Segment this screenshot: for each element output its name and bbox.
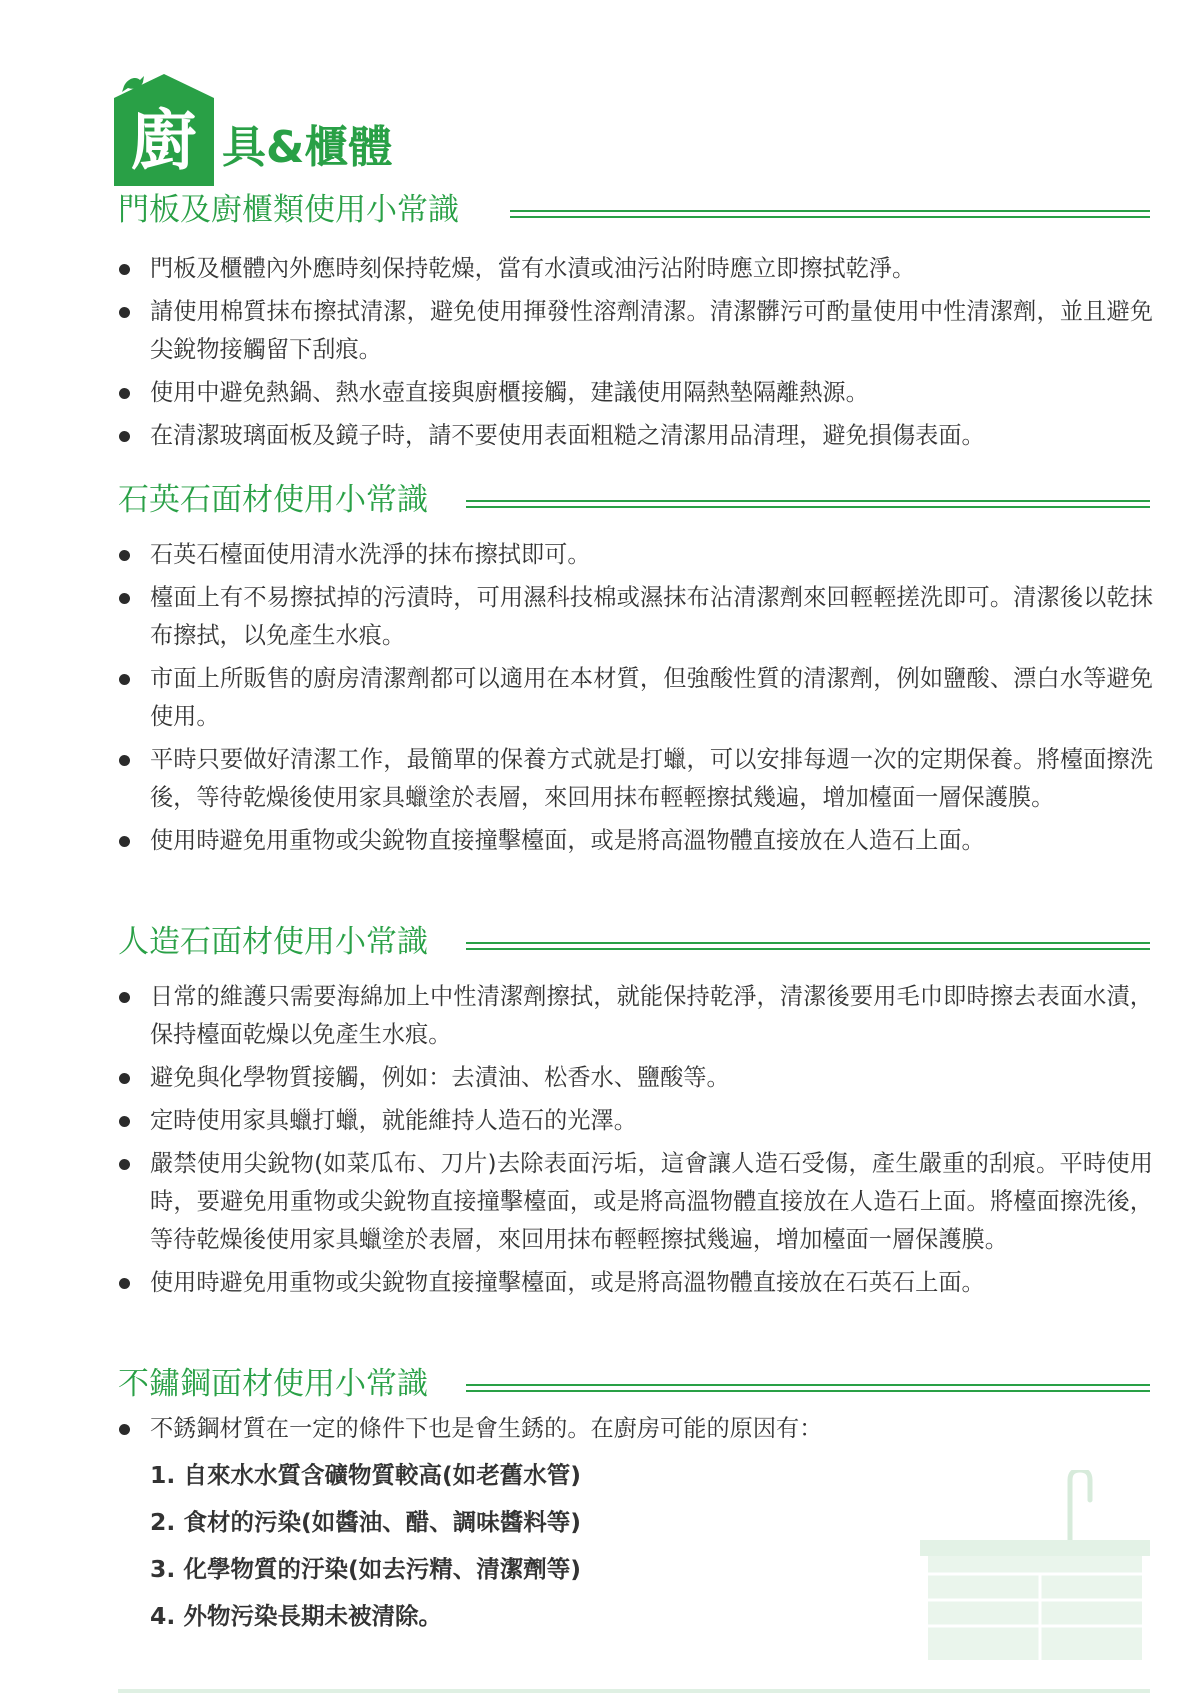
numbered-item: 1. 自來水水質含礦物質較高(如老舊水管) [150, 1461, 581, 1489]
section-heading [118, 188, 1150, 232]
section-title: 不鏽鋼面材使用小常識 [118, 1362, 440, 1406]
list-item [118, 374, 1153, 412]
sink-illustration [920, 1470, 1150, 1660]
bullet-text: 門板及櫃體內外應時刻保持乾燥，當有水漬或油污沾附時應立即擦拭乾淨。 [150, 255, 916, 282]
list-item [118, 741, 1153, 817]
bullet-dot [119, 431, 130, 442]
bullet-dot [119, 836, 130, 847]
section-title: 門板及廚櫃類使用小常識 [118, 188, 471, 232]
section-divider [510, 210, 1150, 212]
section-title: 石英石面材使用小常識 [118, 478, 440, 522]
numbered-item: 3. 化學物質的汙染(如去污精、清潔劑等) [150, 1555, 581, 1583]
house-character: 廚 [131, 102, 197, 179]
list-item [118, 1102, 1153, 1140]
list-item [118, 1059, 1153, 1097]
numbered-item: 4. 外物污染長期未被清除。 [150, 1602, 442, 1630]
list-item [118, 417, 1153, 455]
list-item [118, 1410, 1153, 1448]
bullet-text: 不銹鋼材質在一定的條件下也是會生銹的。在廚房可能的原因有： [150, 1415, 823, 1442]
footer-rule [118, 1689, 1150, 1693]
bullet-dot [119, 1116, 130, 1127]
section-heading [118, 1362, 1150, 1406]
section-heading [118, 478, 1150, 522]
bullet-text: 定時使用家具蠟打蠟，就能維持人造石的光澤。 [150, 1107, 637, 1134]
bullet-list [118, 978, 1153, 1307]
bullet-text: 使用時避免用重物或尖銳物直接撞擊檯面，或是將高溫物體直接放在石英石上面。 [150, 1269, 985, 1296]
section-divider [466, 500, 1150, 502]
bullet-dot [119, 593, 130, 604]
bullet-text: 石英石檯面使用清水洗淨的抹布擦拭即可。 [150, 541, 591, 568]
bullet-text: 平時只要做好清潔工作，最簡單的保養方式就是打蠟，可以安排每週一次的定期保養。將檯面擦洗後，等待乾燥後使用家具蠟塗於表層，來回用抹布輕輕擦拭幾遍，增加檯面一層保護膜。 [150, 746, 1153, 811]
section-title: 人造石面材使用小常識 [118, 920, 440, 964]
bullet-text: 使用時避免用重物或尖銳物直接撞擊檯面，或是將高溫物體直接放在人造石上面。 [150, 827, 985, 854]
list-item [118, 978, 1153, 1054]
house-icon [114, 68, 214, 186]
list-item [118, 660, 1153, 736]
bullet-dot [119, 992, 130, 1003]
list-item [118, 1264, 1153, 1302]
list-item [118, 822, 1153, 860]
bullet-text: 市面上所販售的廚房清潔劑都可以適用在本材質，但強酸性質的清潔劑，例如鹽酸、漂白水等避免使用。 [150, 665, 1153, 730]
bullet-dot [119, 388, 130, 399]
bullet-dot [119, 1073, 130, 1084]
bullet-dot [119, 550, 130, 561]
list-item [118, 536, 1153, 574]
bullet-text: 在清潔玻璃面板及鏡子時，請不要使用表面粗糙之清潔用品清理，避免損傷表面。 [150, 422, 985, 449]
section-divider [466, 1384, 1150, 1386]
numbered-item: 2. 食材的污染(如醬油、醋、調味醬料等) [150, 1508, 581, 1536]
page-title: 具&櫃體 [222, 122, 393, 173]
list-item [118, 293, 1153, 369]
bullet-list [118, 250, 1153, 460]
section-divider [466, 942, 1150, 944]
bullet-text: 嚴禁使用尖銳物(如菜瓜布、刀片)去除表面污垢，這會讓人造石受傷，產生嚴重的刮痕。平時使用時，要避免用重物或尖銳物直接撞擊檯面，或是將高溫物體直接放在人造石上面。將檯面擦洗後，等待乾燥後使用家具蠟塗於表層，來回用抹布輕輕擦拭幾遍，增加檯面一層保護膜。 [150, 1150, 1153, 1253]
bullet-text: 日常的維護只需要海綿加上中性清潔劑擦拭，就能保持乾淨，清潔後要用毛巾即時擦去表面水漬，保持檯面乾燥以免產生水痕。 [150, 983, 1153, 1048]
bullet-text: 檯面上有不易擦拭掉的污漬時，可用濕科技棉或濕抹布沾清潔劑來回輕輕搓洗即可。清潔後以乾抹布擦拭，以免產生水痕。 [150, 584, 1153, 649]
bullet-text: 避免與化學物質接觸，例如：去漬油、松香水、鹽酸等。 [150, 1064, 730, 1091]
bullet-dot [119, 307, 130, 318]
section-heading [118, 920, 1150, 964]
bullet-dot [119, 1424, 130, 1435]
list-item [118, 579, 1153, 655]
bullet-dot [119, 674, 130, 685]
numbered-list [150, 1452, 581, 1640]
list-item [118, 250, 1153, 288]
bullet-text: 使用中避免熱鍋、熱水壺直接與廚櫃接觸，建議使用隔熱墊隔離熱源。 [150, 379, 869, 406]
bullet-dot [119, 1278, 130, 1289]
list-item [118, 1145, 1153, 1259]
page-header [114, 68, 714, 186]
bullet-dot [119, 264, 130, 275]
bullet-list [118, 536, 1153, 865]
bullet-dot [119, 1159, 130, 1170]
bullet-text: 請使用棉質抹布擦拭清潔，避免使用揮發性溶劑清潔。清潔髒污可酌量使用中性清潔劑，並且避免尖銳物接觸留下刮痕。 [150, 298, 1153, 363]
bullet-list [118, 1410, 1153, 1453]
bullet-dot [119, 755, 130, 766]
